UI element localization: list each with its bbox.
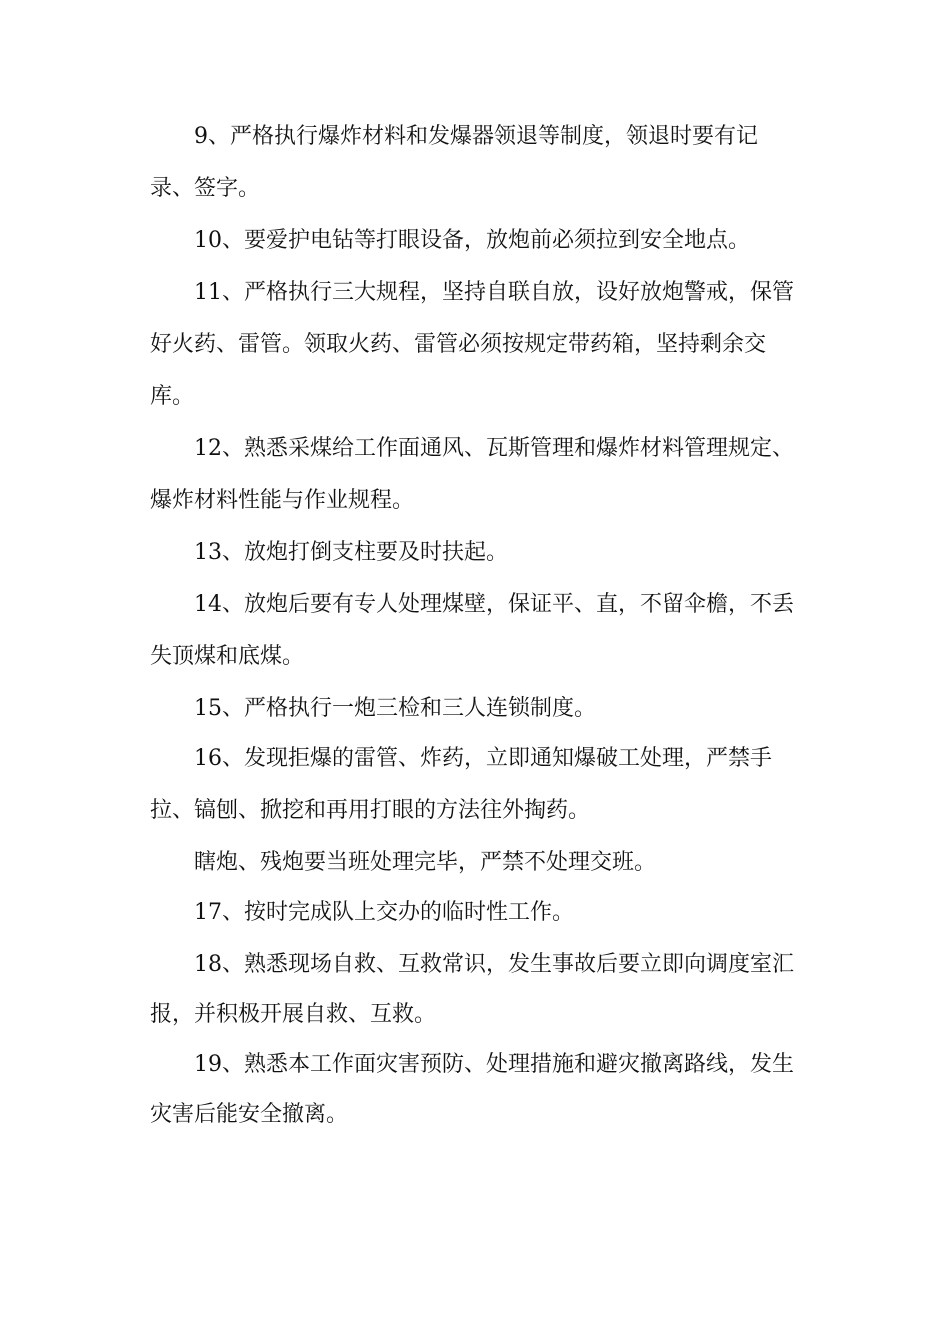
paragraph-15-line-1: 15、严格执行一炮三检和三人连锁制度。 bbox=[194, 696, 596, 721]
paragraph-19-line-2: 灾害后能安全撤离。 bbox=[150, 1102, 349, 1127]
paragraph-14-line-2: 失顶煤和底煤。 bbox=[150, 644, 305, 669]
paragraph-10-line-1: 10、要爱护电钻等打眼设备，放炮前必须拉到安全地点。 bbox=[194, 228, 750, 253]
paragraph-13-line-1: 13、放炮打倒支柱要及时扶起。 bbox=[194, 540, 508, 565]
paragraph-misfire-line-1: 瞎炮、残炮要当班处理完毕，严禁不处理交班。 bbox=[194, 850, 657, 875]
paragraph-11-line-1: 11、严格执行三大规程，坚持自联自放，设好放炮警戒，保管 bbox=[194, 280, 794, 305]
paragraph-18-line-1: 18、熟悉现场自救、互救常识，发生事故后要立即向调度室汇 bbox=[194, 952, 794, 977]
paragraph-11-line-2: 好火药、雷管。领取火药、雷管必须按规定带药箱，坚持剩余交 bbox=[150, 332, 767, 357]
paragraph-11-line-3: 库。 bbox=[150, 384, 195, 409]
paragraph-16-line-1: 16、发现拒爆的雷管、炸药，立即通知爆破工处理，严禁手 bbox=[194, 746, 772, 771]
paragraph-17-line-1: 17、按时完成队上交办的临时性工作。 bbox=[194, 900, 574, 925]
paragraph-14-line-1: 14、放炮后要有专人处理煤壁，保证平、直，不留伞檐，不丢 bbox=[194, 592, 794, 617]
paragraph-19-line-1: 19、熟悉本工作面灾害预防、处理措施和避灾撤离路线，发生 bbox=[194, 1052, 794, 1077]
paragraph-9-line-1: 9、严格执行爆炸材料和发爆器领退等制度，领退时要有记 bbox=[194, 124, 758, 149]
paragraph-9-line-2: 录、签字。 bbox=[150, 176, 261, 201]
paragraph-12-line-2: 爆炸材料性能与作业规程。 bbox=[150, 488, 415, 513]
paragraph-16-line-2: 拉、镐刨、掀挖和再用打眼的方法往外掏药。 bbox=[150, 798, 591, 823]
paragraph-12-line-1: 12、熟悉采煤给工作面通风、瓦斯管理和爆炸材料管理规定、 bbox=[194, 436, 794, 461]
paragraph-18-line-2: 报，并积极开展自救、互救。 bbox=[150, 1002, 437, 1027]
